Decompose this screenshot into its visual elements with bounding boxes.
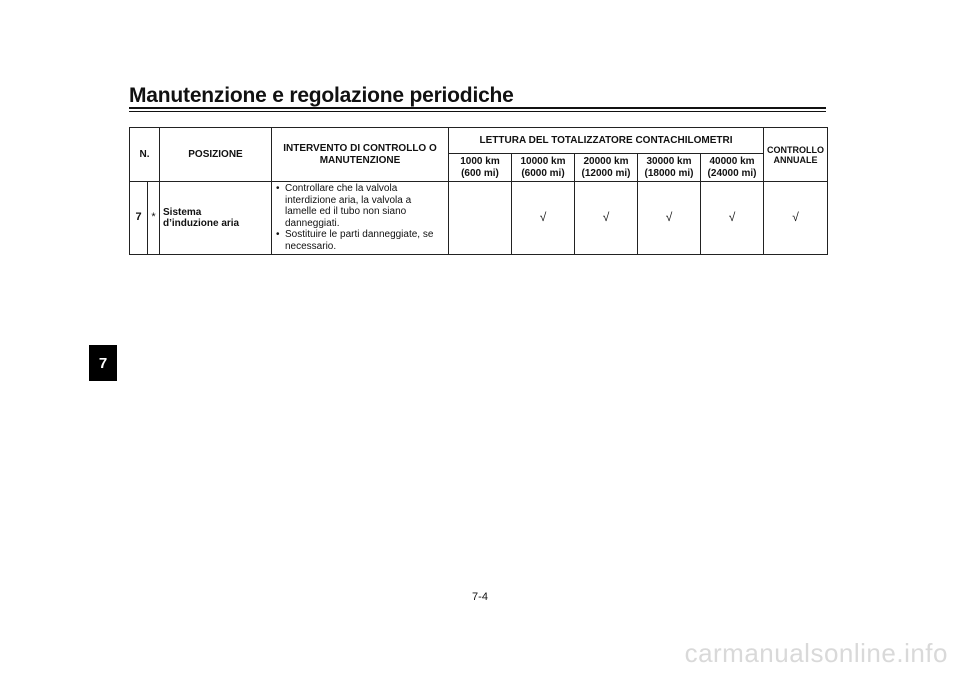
header-intervention: INTERVENTO DI CONTROLLO O MANUTENZIONE <box>272 128 449 182</box>
header-odometer: LETTURA DEL TOTALIZZATORE CONTACHILOMETRI <box>449 128 764 154</box>
title-rule-thin <box>129 111 826 112</box>
header-reading <box>449 154 512 182</box>
position-line: d’induzione aria <box>163 218 240 229</box>
check-cell: √ <box>575 182 638 255</box>
watermark[interactable]: carmanualsonline.info <box>684 638 948 668</box>
header-reading <box>512 154 575 182</box>
row-number: 7 <box>130 182 148 255</box>
intervention-item: • Controllare che la valvola interdizione aria, la valvola a lamelle ed il tubo non siano danneggiati. <box>275 183 445 229</box>
reading-km: 40000 km <box>709 156 755 167</box>
header-position: POSIZIONE <box>160 128 272 182</box>
reading-mi: (600 mi) <box>461 167 499 179</box>
position-line: Sistema <box>163 206 202 218</box>
header-reading <box>638 154 701 182</box>
row-position <box>160 182 272 255</box>
reading-mi: (12000 mi) <box>581 167 631 179</box>
check-cell: √ <box>764 182 828 255</box>
reading-mi: (6000 mi) <box>521 167 565 179</box>
reading-mi: (18000 mi) <box>644 167 694 179</box>
check-cell: √ <box>701 182 764 255</box>
header-annual-check: CONTROLLO ANNUALE <box>764 128 828 182</box>
reading-mi: (24000 mi) <box>707 167 757 179</box>
row-intervention <box>272 182 449 255</box>
reading-km: 30000 km <box>646 156 692 167</box>
row-star-marker: * <box>148 182 160 255</box>
page-number: 7-4 <box>472 591 488 603</box>
header-reading <box>575 154 638 182</box>
page-title: Manutenzione e regolazione periodiche <box>129 84 514 107</box>
maintenance-table <box>129 127 828 255</box>
header-reading <box>701 154 764 182</box>
check-cell: √ <box>638 182 701 255</box>
title-rule <box>129 107 826 109</box>
reading-km: 20000 km <box>583 156 629 167</box>
chapter-tab: 7 <box>89 345 117 381</box>
check-cell: √ <box>512 182 575 255</box>
table-row <box>130 182 828 255</box>
header-num: N. <box>130 128 160 182</box>
reading-km: 1000 km <box>460 156 500 167</box>
reading-km: 10000 km <box>520 156 566 167</box>
intervention-item: • Sostituire le parti danneggiate, se necessario. <box>275 229 445 252</box>
check-cell <box>449 182 512 255</box>
